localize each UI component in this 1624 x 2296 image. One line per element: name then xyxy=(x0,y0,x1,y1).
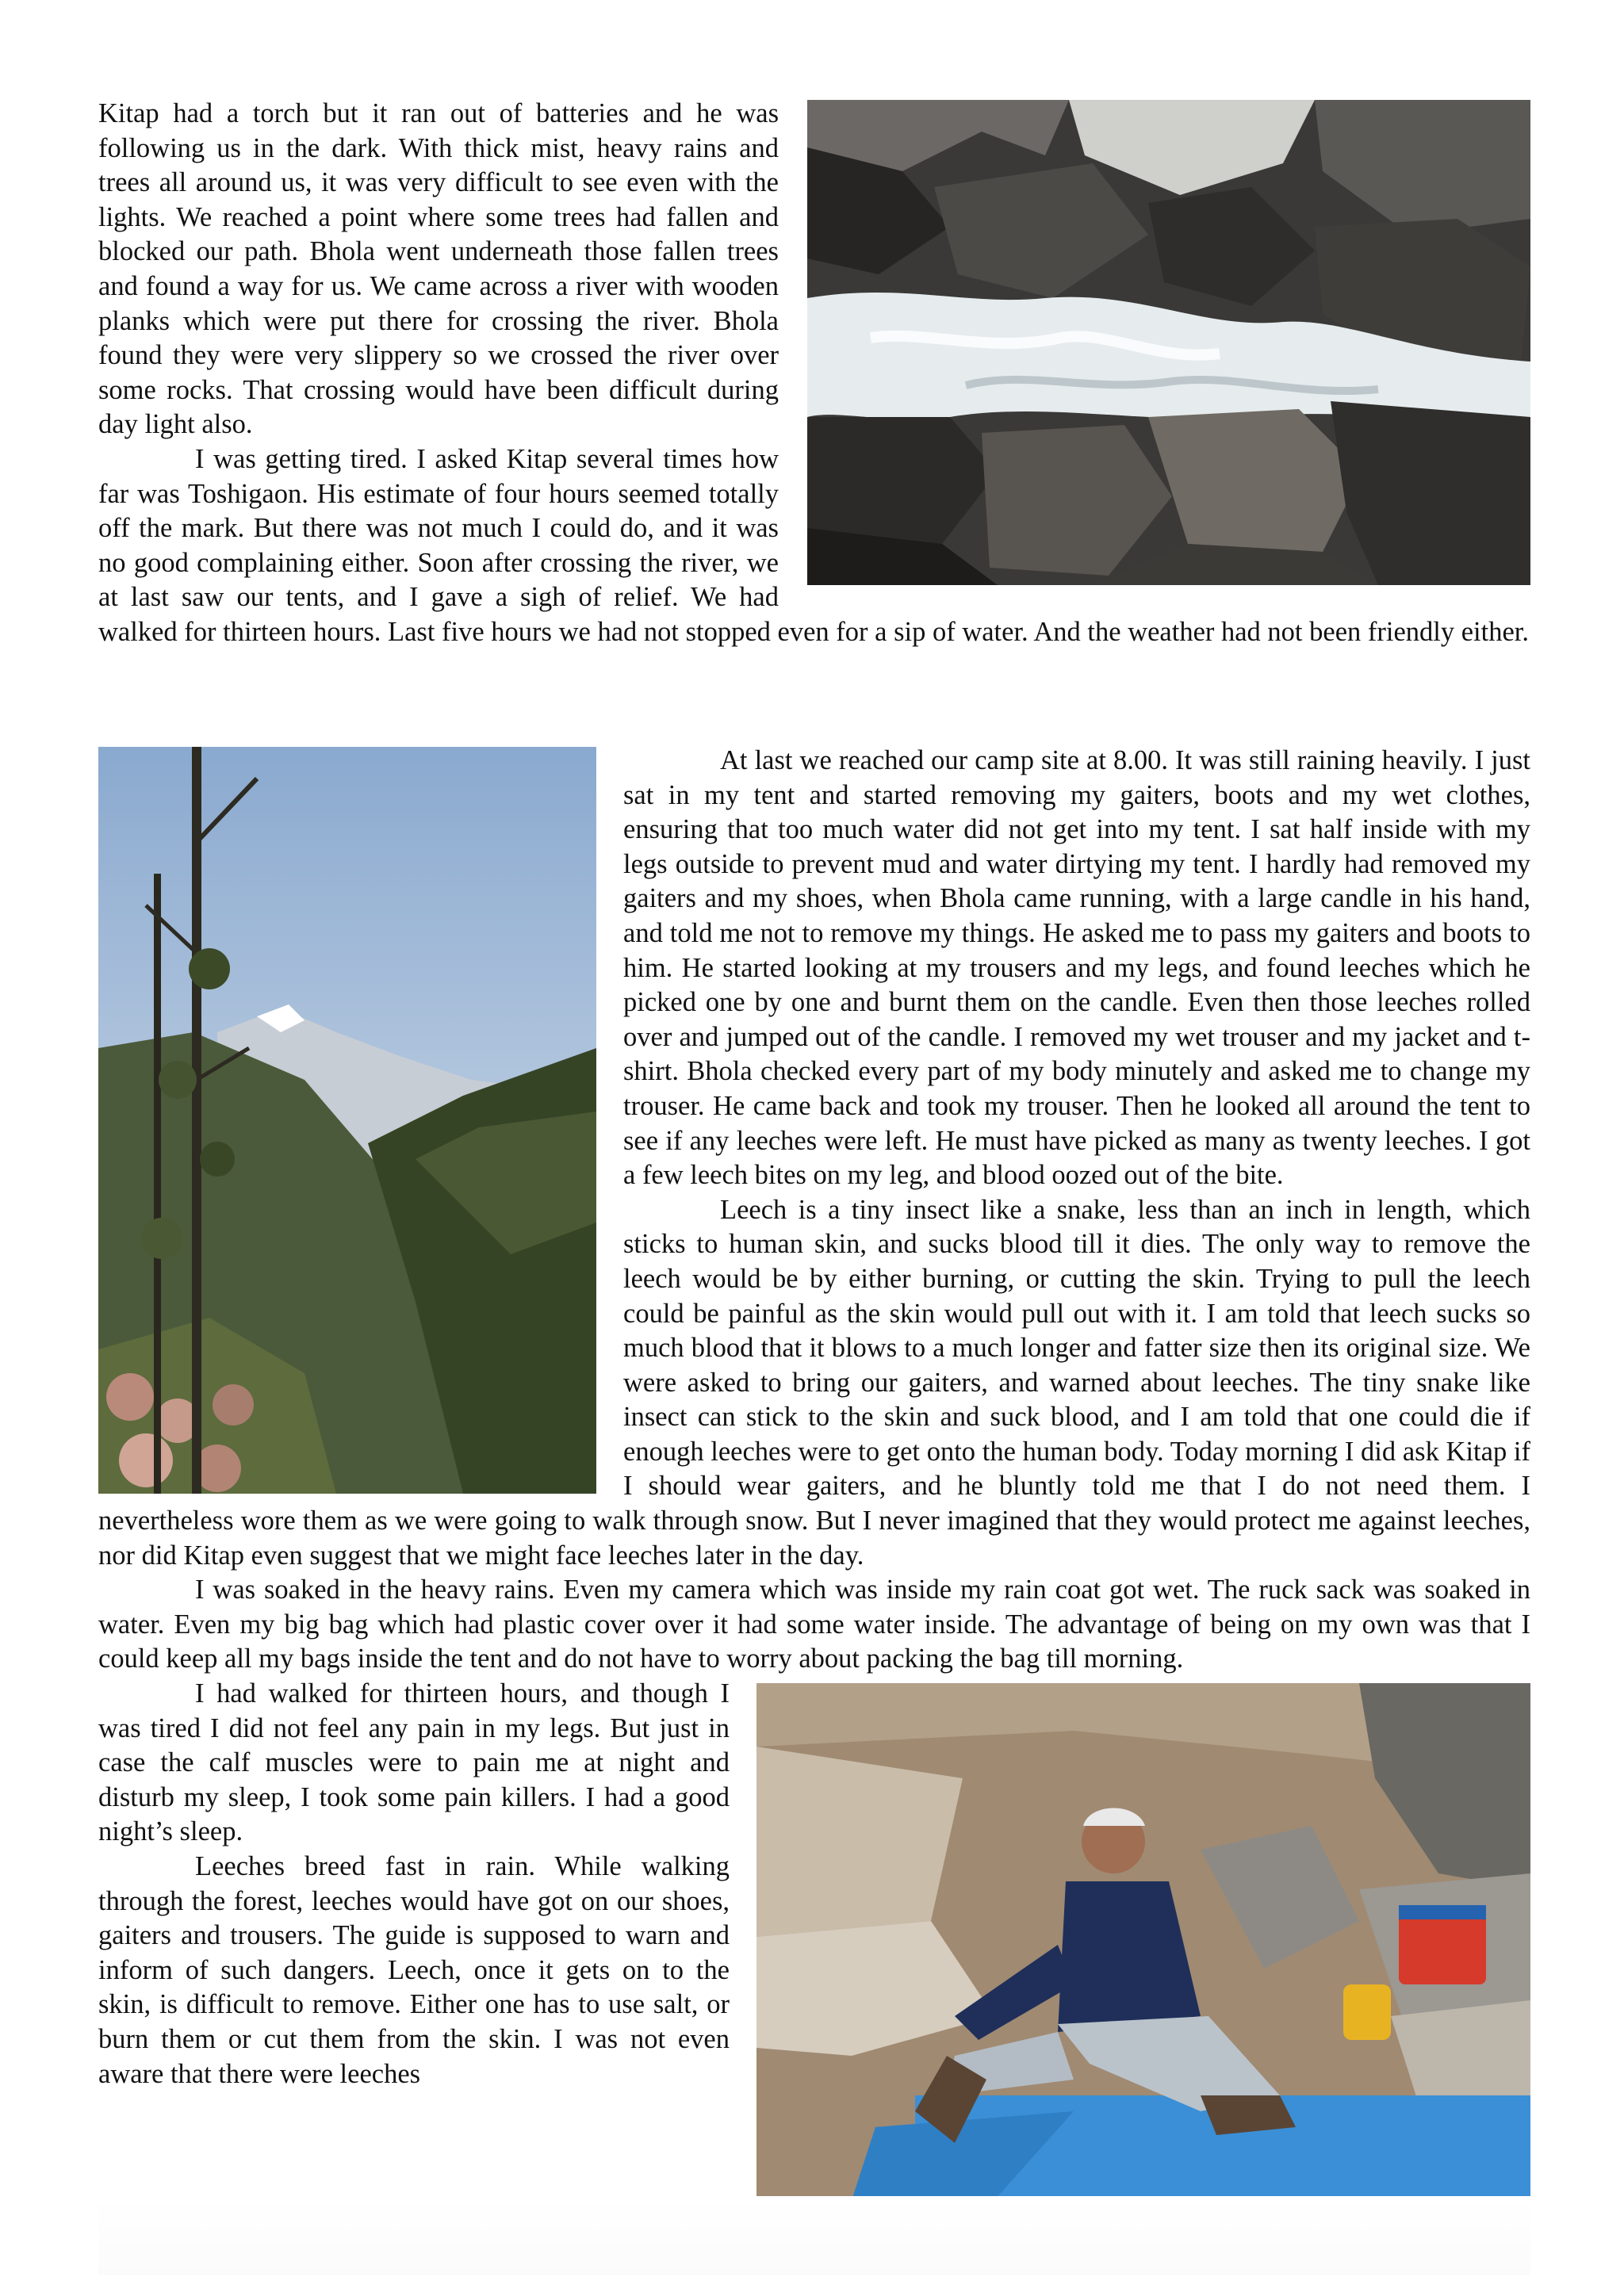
paragraph-5: I was soaked in the heavy rains. Even my camera which was inside my rain coat got wet. The ruck sack was soaked in water. Even my big bag which had plastic cover over it had some water inside. The advantage of being on my own was that I could keep all my bags inside the tent and do not have to worry about packing the bag till morning. xyxy=(98,1575,1530,1674)
paragraph-6: I had walked for thirteen hours, and though I was tired I did not feel any pain in my legs. But just in case the calf muscles were to pain me at night and disturb my sleep, I took some pain killers. I had a good night’s sleep. xyxy=(98,1678,730,1847)
paragraph-4: Leech is a tiny insect like a snake, less than an inch in length, which sticks to human skin, and sucks blood till it dies. The only way to remove the leech would be by either burning, or cutting the skin. Trying to pull the leech could be painful as the skin would pull out with it. I am told that leech sucks so much blood that it blows to a much longer and fatter size then its original size. We were asked to bring our gaiters, and warned about leeches. The tiny snake like insect can stick to the skin and suck blood, and I am told that one could die if enough leeches were to get onto the human body. Today morning I did ask Kitap if I should wear gaiters, and he bluntly told me that I do not need them. I nevertheless wore them as we were going to walk through snow. But I never imagined that they would protect me against leeches, nor did Kitap even suggest that we might face leeches later in the day. xyxy=(98,1194,1530,1571)
mountain-valley-image xyxy=(98,747,596,1494)
river-rocks-image xyxy=(807,100,1530,585)
paragraph-3: At last we reached our camp site at 8.00. It was still raining heavily. I just sat in my tent and started removing my gaiters, boots and my wet clothes, ensuring that too much water did not get into my tent. I sat half inside with my legs outside to prevent mud and water dirtying my tent. I hardly had removed my gaiters and my shoes, when Bhola came running, with a large candle in his hand, and told me not to remove my things. He asked me to pass my gaiters and boots to him. He started looking at my trousers and my legs, and found leeches which he picked one by one and burnt them on the candle. Even then those leeches rolled over and jumped out of the candle. I removed my wet trouser and my jacket and t-shirt. Bhola checked every part of my body minutely and asked me to change my trouser. He came back and took my trouser. Then he looked all around the tent to see if any leeches were left. He must have picked as many as twenty leeches. I got a few leech bites on my leg, and blood oozed out of the bite. xyxy=(623,745,1530,1191)
mountain-valley-photo xyxy=(98,747,596,1494)
document-page xyxy=(98,97,1530,2190)
page-bottom-margin xyxy=(98,2196,1530,2275)
paragraph-7: Leeches breed fast in rain. While walking through the forest, leeches would have got on our shoes, gaiters and trousers. The guide is supposed to warn and inform of such dangers. Leech, once it gets on to the skin, is difficult to remove. Either one has to use salt, or burn them or cut them from the skin. I was not even aware that there were leeches xyxy=(98,1851,730,2089)
man-resting-image xyxy=(756,1683,1530,2200)
man-resting-photo xyxy=(756,1683,1530,2200)
river-rocks-photo xyxy=(807,100,1530,585)
section-camp xyxy=(98,744,1530,1677)
section-rest xyxy=(98,1677,1530,2091)
paragraph-2: I was getting tired. I asked Kitap several times how far was Toshigaon. His estimate of four hours seemed totally off the mark. But there was not much I could do, and it was no good complaining either. Soon after crossing the river, we at last saw our tents, and I gave a sigh of relief. We had walked for thirteen hours. Last five hours we had not stopped even for a sip of water. And the weather had not been friendly either. xyxy=(98,443,1529,647)
paragraph-1: Kitap had a torch but it ran out of batteries and he was following us in the dark. With thick mist, heavy rains and trees all around us, it was very difficult to see even with the lights. We reached a point where some trees had fallen and blocked our path. Bhola went underneath those fallen trees and found a way for us. We came across a river with wooden planks which were put there for crossing the river. Bhola found they were very slippery so we crossed the river over some rocks. That crossing would have been difficult during day light also. xyxy=(98,98,779,440)
section-river xyxy=(98,97,1530,699)
